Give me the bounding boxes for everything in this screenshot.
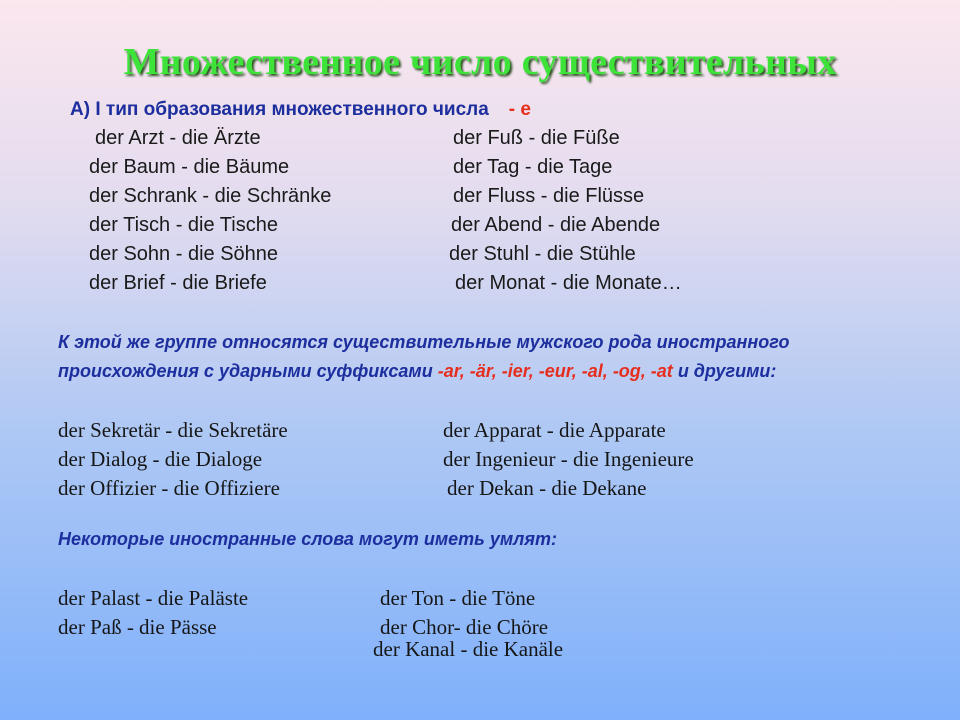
pair-c-left-2: der Paß - die Pässe bbox=[58, 615, 217, 639]
foreign-suffixes: -ar, -är, -ier, -eur, -al, -og, -at bbox=[437, 361, 673, 381]
pair-a-left-2: der Baum - die Bäume bbox=[89, 156, 290, 178]
pair-c-left-1: der Palast - die Paläste bbox=[58, 586, 249, 610]
section-a-suffix: - e bbox=[508, 99, 531, 120]
pair-a-right-4: der Abend - die Abende bbox=[451, 214, 661, 236]
pair-b-right-1: der Apparat - die Apparate bbox=[443, 418, 666, 442]
pair-b-right-2: der Ingenieur - die Ingenieure bbox=[443, 447, 694, 471]
foreign-note-line2-end: и другими: bbox=[672, 361, 777, 381]
pair-a-left-6: der Brief - die Briefe bbox=[89, 272, 267, 294]
pair-b-left-3: der Offizier - die Offiziere bbox=[58, 476, 280, 500]
pair-b-left-1: der Sekretär - die Sekretäre bbox=[58, 418, 288, 442]
pair-b-left-2: der Dialog - die Dialoge bbox=[58, 447, 263, 471]
pair-a-left-4: der Tisch - die Tische bbox=[89, 214, 278, 236]
foreign-note-line1: К этой же группе относятся существительные мужского рода иностранного bbox=[58, 332, 790, 352]
pair-a-left-5: der Sohn - die Söhne bbox=[89, 243, 279, 265]
pair-c-right-1: der Ton - die Töne bbox=[380, 586, 536, 610]
pair-a-left-1: der Arzt - die Ärzte bbox=[95, 127, 261, 149]
pair-a-right-1: der Fuß - die Füße bbox=[453, 127, 620, 149]
foreign-note-line2 bbox=[58, 361, 776, 382]
slide-title: Множественное число существительных bbox=[123, 41, 837, 83]
section-a-heading-text: А) I тип образования множественного числа bbox=[70, 99, 489, 120]
pair-c-right-3: der Kanal - die Kanäle bbox=[373, 637, 564, 661]
pair-b-right-3: der Dekan - die Dekane bbox=[447, 476, 647, 500]
pair-a-left-3: der Schrank - die Schränke bbox=[89, 185, 332, 207]
pair-a-right-6: der Monat - die Monate… bbox=[455, 272, 682, 294]
pair-a-right-3: der Fluss - die Flüsse bbox=[453, 185, 645, 207]
pair-a-right-2: der Tag - die Tage bbox=[453, 156, 613, 178]
section-a-heading bbox=[70, 99, 531, 121]
pair-c-right-2: der Chor- die Chöre bbox=[380, 615, 549, 639]
umlaut-note: Некоторые иностранные слова могут иметь умлят: bbox=[58, 529, 557, 549]
pair-a-right-5: der Stuhl - die Stühle bbox=[449, 243, 636, 265]
foreign-note-line2-start: происхождения с ударными суффиксами bbox=[58, 361, 438, 381]
